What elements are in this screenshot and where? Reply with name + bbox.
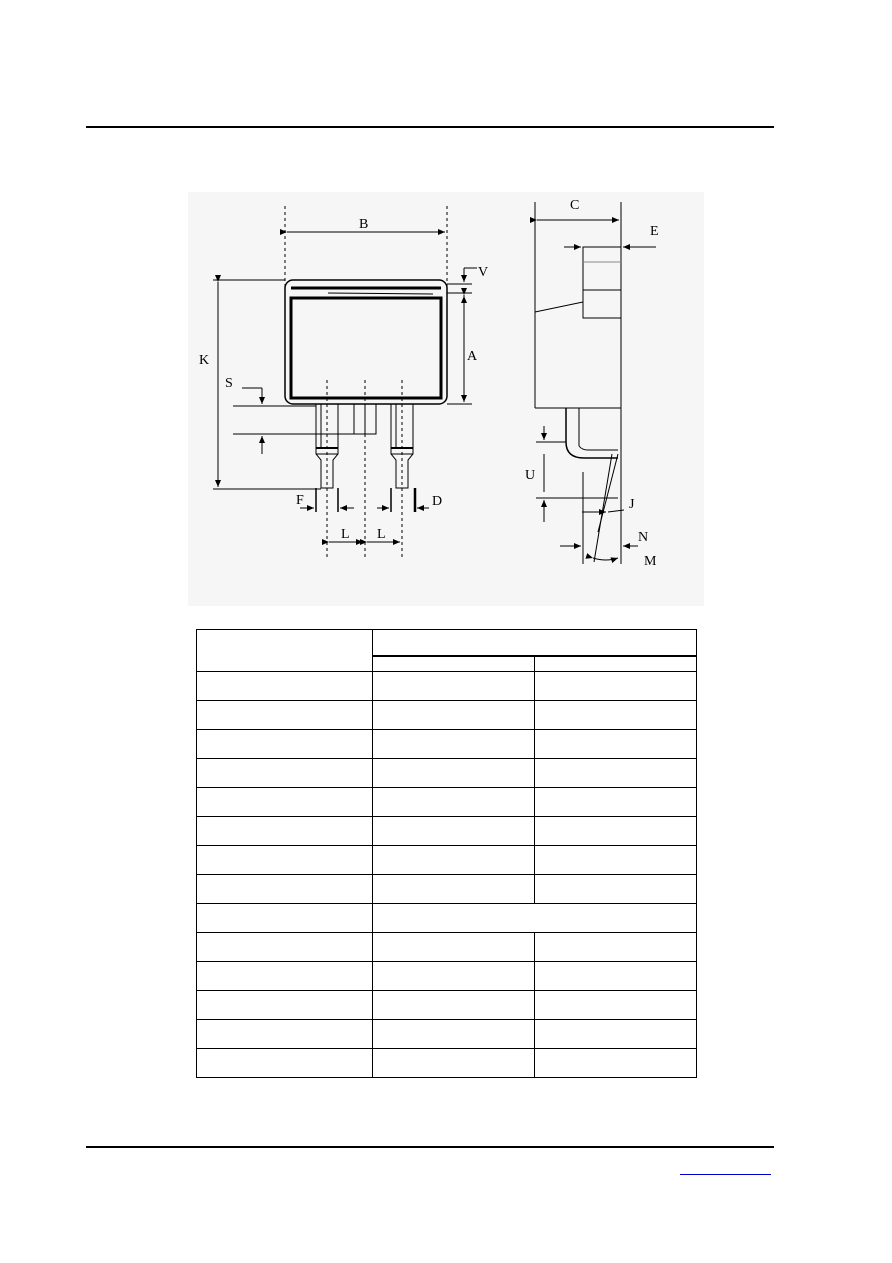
table-cell	[373, 875, 535, 904]
table-row	[197, 991, 697, 1020]
table-cell	[535, 875, 697, 904]
table-row	[197, 962, 697, 991]
table-cell	[535, 846, 697, 875]
table-row	[197, 846, 697, 875]
table-cell	[197, 904, 373, 933]
table-row	[197, 1049, 697, 1078]
table-cell	[197, 701, 373, 730]
table-cell	[197, 672, 373, 701]
package-drawing-svg	[188, 192, 704, 606]
table-cell	[197, 991, 373, 1020]
table-row	[197, 730, 697, 759]
table-cell	[373, 701, 535, 730]
table-row	[197, 1020, 697, 1049]
label-a: A	[467, 349, 478, 364]
footer-website-link[interactable]	[680, 1158, 771, 1175]
table-cell	[373, 817, 535, 846]
label-u: U	[525, 468, 536, 483]
table-cell	[373, 846, 535, 875]
label-e: E	[650, 224, 659, 239]
table-row	[197, 933, 697, 962]
table-cell	[373, 730, 535, 759]
table-cell	[197, 875, 373, 904]
table-row	[197, 875, 697, 904]
table-cell	[535, 1020, 697, 1049]
table-cell	[373, 759, 535, 788]
table-cell	[197, 759, 373, 788]
table-cell	[535, 788, 697, 817]
table-row	[197, 817, 697, 846]
label-s: S	[225, 376, 233, 391]
header-dimension-cell	[197, 630, 373, 672]
table-cell	[535, 701, 697, 730]
table-cell	[535, 817, 697, 846]
table-cell	[197, 730, 373, 759]
table-cell	[197, 1049, 373, 1078]
table-header-row	[197, 630, 697, 657]
table-row	[197, 788, 697, 817]
label-n: N	[638, 530, 649, 545]
table-row	[197, 672, 697, 701]
table-cell	[197, 1020, 373, 1049]
table-cell	[373, 991, 535, 1020]
lead-center	[354, 404, 376, 434]
footer-rule	[86, 1146, 774, 1148]
header-sub-cell	[373, 656, 535, 672]
dimensions-table	[196, 629, 697, 1078]
label-c: C	[570, 198, 580, 213]
table-cell	[373, 962, 535, 991]
label-l-left: L	[341, 527, 350, 542]
table-cell	[373, 1049, 535, 1078]
table-cell	[535, 991, 697, 1020]
table-merged-cell	[373, 904, 697, 933]
table-cell	[197, 962, 373, 991]
header-sub-cell	[535, 656, 697, 672]
table-cell	[373, 1020, 535, 1049]
table-row	[197, 701, 697, 730]
label-f: F	[296, 493, 304, 508]
header-rule	[86, 126, 774, 128]
table-cell	[197, 846, 373, 875]
package-outline-drawing	[188, 192, 704, 606]
table-merged-row	[197, 904, 697, 933]
table-cell	[535, 933, 697, 962]
label-l-right: L	[377, 527, 386, 542]
dimension-labels	[199, 198, 659, 569]
table-cell	[373, 672, 535, 701]
side-view	[535, 202, 656, 564]
table-cell	[535, 759, 697, 788]
label-j: J	[629, 497, 635, 512]
table-cell	[197, 788, 373, 817]
label-k: K	[199, 353, 210, 368]
table-cell	[197, 817, 373, 846]
table-cell	[535, 672, 697, 701]
header-group-cell	[373, 630, 697, 657]
table-cell	[535, 730, 697, 759]
table-row	[197, 759, 697, 788]
label-m: M	[644, 554, 657, 569]
label-b: B	[359, 217, 369, 232]
table-cell	[373, 788, 535, 817]
table-cell	[535, 1049, 697, 1078]
table-cell	[373, 933, 535, 962]
label-v: V	[478, 265, 489, 280]
label-d: D	[432, 494, 443, 509]
table-cell	[535, 962, 697, 991]
table-cell	[197, 933, 373, 962]
